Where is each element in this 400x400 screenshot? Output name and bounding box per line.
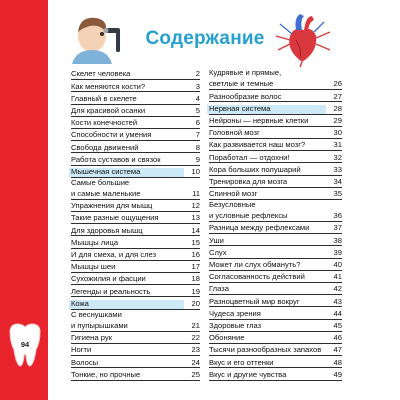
- toc-entry-label: Ногти: [71, 346, 92, 355]
- toc-entry[interactable]: [209, 200, 342, 222]
- toc-entry-label: Слух: [209, 248, 227, 257]
- toc-section-heading[interactable]: [209, 102, 342, 114]
- toc-entry-label: Гигиена рук: [71, 334, 112, 343]
- doctor-with-otoscope-icon: [66, 12, 130, 64]
- toc-page-number: 37: [333, 223, 342, 233]
- toc-entry-label: Разноцветный мир вокруг: [209, 297, 300, 306]
- toc-section-heading[interactable]: [71, 297, 200, 309]
- toc-entry-label: Главный в скелете: [71, 94, 137, 103]
- toc-entry-label: Мышцы лица: [71, 238, 119, 247]
- toc-entry-label: Способности и умения: [71, 131, 152, 140]
- toc-entry-label: Волосы: [71, 358, 99, 367]
- toc-page-number: 16: [191, 250, 200, 260]
- toc-entry[interactable]: [71, 249, 200, 261]
- toc-entry[interactable]: [209, 176, 342, 188]
- toc-entry[interactable]: [209, 368, 342, 380]
- toc-entry-label: Здоровые глаз: [209, 321, 262, 330]
- toc-entry-label: Тренировка для мозга: [209, 177, 288, 186]
- toc-page-number: 21: [191, 320, 200, 330]
- toc-page-number: 4: [195, 93, 200, 103]
- toc-page-number: 45: [333, 320, 342, 330]
- toc-entry[interactable]: [209, 295, 342, 307]
- toc-entry[interactable]: [71, 310, 200, 332]
- toc-entry[interactable]: [71, 200, 200, 212]
- toc-entry[interactable]: [209, 90, 342, 102]
- toc-page-number: 13: [191, 213, 200, 223]
- toc-entry-label: Свобода движений: [71, 143, 139, 152]
- toc-page-number: 36: [333, 211, 342, 221]
- toc-entry-label: С веснушками: [71, 310, 122, 319]
- toc-page-number: 7: [195, 130, 200, 140]
- toc-page-number: 48: [333, 357, 342, 367]
- toc-entry[interactable]: [71, 141, 200, 153]
- toc-entry[interactable]: [71, 153, 200, 165]
- toc-entry[interactable]: [71, 178, 200, 200]
- toc-entry[interactable]: [71, 224, 200, 236]
- toc-entry[interactable]: [209, 320, 342, 332]
- toc-page-number: 19: [191, 286, 200, 296]
- toc-entry[interactable]: [209, 68, 342, 90]
- toc-section-heading[interactable]: [71, 166, 200, 178]
- toc-page-number: 40: [333, 260, 342, 270]
- toc-entry-label: Для здоровья мышц: [71, 226, 143, 235]
- toc-entry-label: Мышечная система: [71, 167, 141, 176]
- toc-entry[interactable]: [209, 283, 342, 295]
- toc-entry[interactable]: [209, 222, 342, 234]
- toc-page-number: 42: [333, 284, 342, 294]
- toc-page-number: 33: [333, 164, 342, 174]
- toc-page-number: 20: [191, 298, 200, 308]
- toc-entry[interactable]: [209, 115, 342, 127]
- toc-entry[interactable]: [71, 273, 200, 285]
- toc-entry-label: Кора больших полушарий: [209, 165, 301, 174]
- toc-entry-label: Такие разные ощущения: [71, 214, 159, 223]
- toc-page-number: 43: [333, 296, 342, 306]
- toc-page-number: 22: [191, 333, 200, 343]
- toc-entry-label: Сухожилия и фасции: [71, 275, 146, 284]
- toc-entry-label: Головной мозг: [209, 129, 260, 138]
- toc-entry-label: и пупырышками: [71, 321, 128, 330]
- toc-page-number: 8: [195, 142, 200, 152]
- toc-entry-label: Легенды и реальность: [71, 287, 151, 296]
- toc-entry[interactable]: [71, 68, 200, 80]
- toc-entry-label: Нервная система: [209, 104, 271, 113]
- toc-entry[interactable]: [209, 356, 342, 368]
- toc-page-number: 27: [333, 91, 342, 101]
- toc-entry[interactable]: [209, 234, 342, 246]
- toc-entry-label: Чудеса зрения: [209, 309, 261, 318]
- page-number: 94: [20, 340, 30, 349]
- toc-page-number: 41: [333, 272, 342, 282]
- toc-entry-label: Поработал — отдохни!: [209, 153, 290, 162]
- toc-entry[interactable]: [71, 92, 200, 104]
- toc-entry-label: Как меняются кости?: [71, 82, 146, 91]
- toc-entry-label: Уши: [209, 236, 224, 245]
- toc-page-number: 11: [192, 189, 200, 199]
- toc-page-number: 2: [195, 69, 200, 79]
- toc-entry[interactable]: [71, 212, 200, 224]
- toc-entry-label: Безусловные: [209, 200, 256, 209]
- toc-page-number: 25: [191, 369, 200, 379]
- toc-page-number: 24: [191, 357, 200, 367]
- toc-entry-label: Разница между рефлексами: [209, 224, 310, 233]
- toc-entry[interactable]: [209, 139, 342, 151]
- toc-entry[interactable]: [71, 356, 200, 368]
- toc-entry-label: Тысячи разнообразных запахов: [209, 346, 322, 355]
- toc-entry-label: Упражнения для мышц: [71, 202, 153, 211]
- toc-page-number: 6: [195, 118, 200, 128]
- toc-entry[interactable]: [71, 285, 200, 297]
- toc-page-number: 46: [333, 333, 342, 343]
- toc-entry-label: Самые большие: [71, 178, 130, 187]
- toc-entry[interactable]: [209, 151, 342, 163]
- toc-entry-label: Нейроны — нервные клетки: [209, 116, 309, 125]
- toc-page-number: 12: [191, 201, 200, 211]
- toc-entry-label: И для смеха, и для слез: [71, 251, 157, 260]
- toc-entry[interactable]: [209, 344, 342, 356]
- toc-page-number: 5: [195, 105, 200, 115]
- toc-entry[interactable]: [71, 368, 200, 380]
- toc-page-number: 38: [333, 235, 342, 245]
- toc-entry-label: Глаза: [209, 285, 229, 294]
- toc-page-number: 15: [191, 237, 200, 247]
- toc-entry-label: Разнообразие волос: [209, 92, 282, 101]
- toc-entry[interactable]: [71, 236, 200, 248]
- toc-entry-label: Кудрявые и прямые,: [209, 69, 282, 78]
- toc-entry[interactable]: [209, 271, 342, 283]
- toc-entry-label: Обоняние: [209, 334, 245, 343]
- toc-entry-label: Вкус и другие чувства: [209, 370, 287, 379]
- toc-page-number: 10: [191, 166, 200, 176]
- toc-page-number: 18: [191, 274, 200, 284]
- toc-page-number: 39: [333, 247, 342, 257]
- toc-entry-label: Мышцы шеи: [71, 263, 116, 272]
- toc-entry[interactable]: [209, 332, 342, 344]
- toc-entry-label: и самые маленькие: [71, 190, 141, 199]
- toc-page-number: 32: [333, 152, 342, 162]
- toc-page-number: 26: [333, 79, 342, 89]
- toc-page-number: 28: [333, 103, 342, 113]
- toc-entry[interactable]: [209, 127, 342, 139]
- toc-entry-label: Спинной мозг: [209, 190, 258, 199]
- toc-page-number: 31: [333, 140, 342, 150]
- toc-entry[interactable]: [71, 261, 200, 273]
- toc-entry[interactable]: [209, 163, 342, 175]
- anatomical-heart-icon: [272, 10, 334, 68]
- toc-entry[interactable]: [71, 117, 200, 129]
- toc-entry-label: Согласованность действий: [209, 273, 305, 282]
- toc-entry[interactable]: [71, 344, 200, 356]
- toc-page-number: 29: [333, 115, 342, 125]
- toc-page-number: 47: [333, 345, 342, 355]
- toc-entry-label: Кожа: [71, 299, 89, 308]
- page-title: Содержание: [145, 28, 265, 49]
- toc-entry-label: Работа суставов и связок: [71, 155, 161, 164]
- toc-entry[interactable]: [71, 105, 200, 117]
- toc-entry-label: и условные рефлексы: [209, 212, 288, 221]
- toc-entry[interactable]: [209, 188, 342, 200]
- toc-entry[interactable]: [71, 129, 200, 141]
- toc-page-number: 14: [191, 225, 200, 235]
- toc-entry[interactable]: [71, 332, 200, 344]
- toc-page-number: 3: [195, 81, 200, 91]
- toc-page-number: 35: [333, 189, 342, 199]
- toc-column-left: [71, 68, 200, 381]
- toc-entry-label: Кости конечностей: [71, 119, 138, 128]
- toc-entry-label: Может ли слух обмануть?: [209, 261, 301, 270]
- toc-column-right: [209, 68, 342, 381]
- toc-page-number: 9: [195, 154, 200, 164]
- toc-page-number: 44: [333, 308, 342, 318]
- toc-entry-label: светлые и темные: [209, 80, 274, 89]
- toc-entry[interactable]: [209, 307, 342, 319]
- toc-page-number: 17: [191, 262, 200, 272]
- toc-page-number: 23: [191, 345, 200, 355]
- toc-entry[interactable]: [209, 259, 342, 271]
- toc-entry-label: Для красивой осанки: [71, 106, 146, 115]
- toc-page-number: 34: [333, 176, 342, 186]
- toc-entry-label: Тонкие, но прочные: [71, 370, 141, 379]
- toc-page-number: 49: [333, 369, 342, 379]
- toc-entry-label: Вкус и его оттенки: [209, 358, 274, 367]
- toc-entry[interactable]: [209, 246, 342, 258]
- toc-page-number: 30: [333, 128, 342, 138]
- toc-entry-label: Скелет человека: [71, 70, 131, 79]
- toc-entry-label: Как развивается наш мозг?: [209, 141, 306, 150]
- toc-entry[interactable]: [71, 80, 200, 92]
